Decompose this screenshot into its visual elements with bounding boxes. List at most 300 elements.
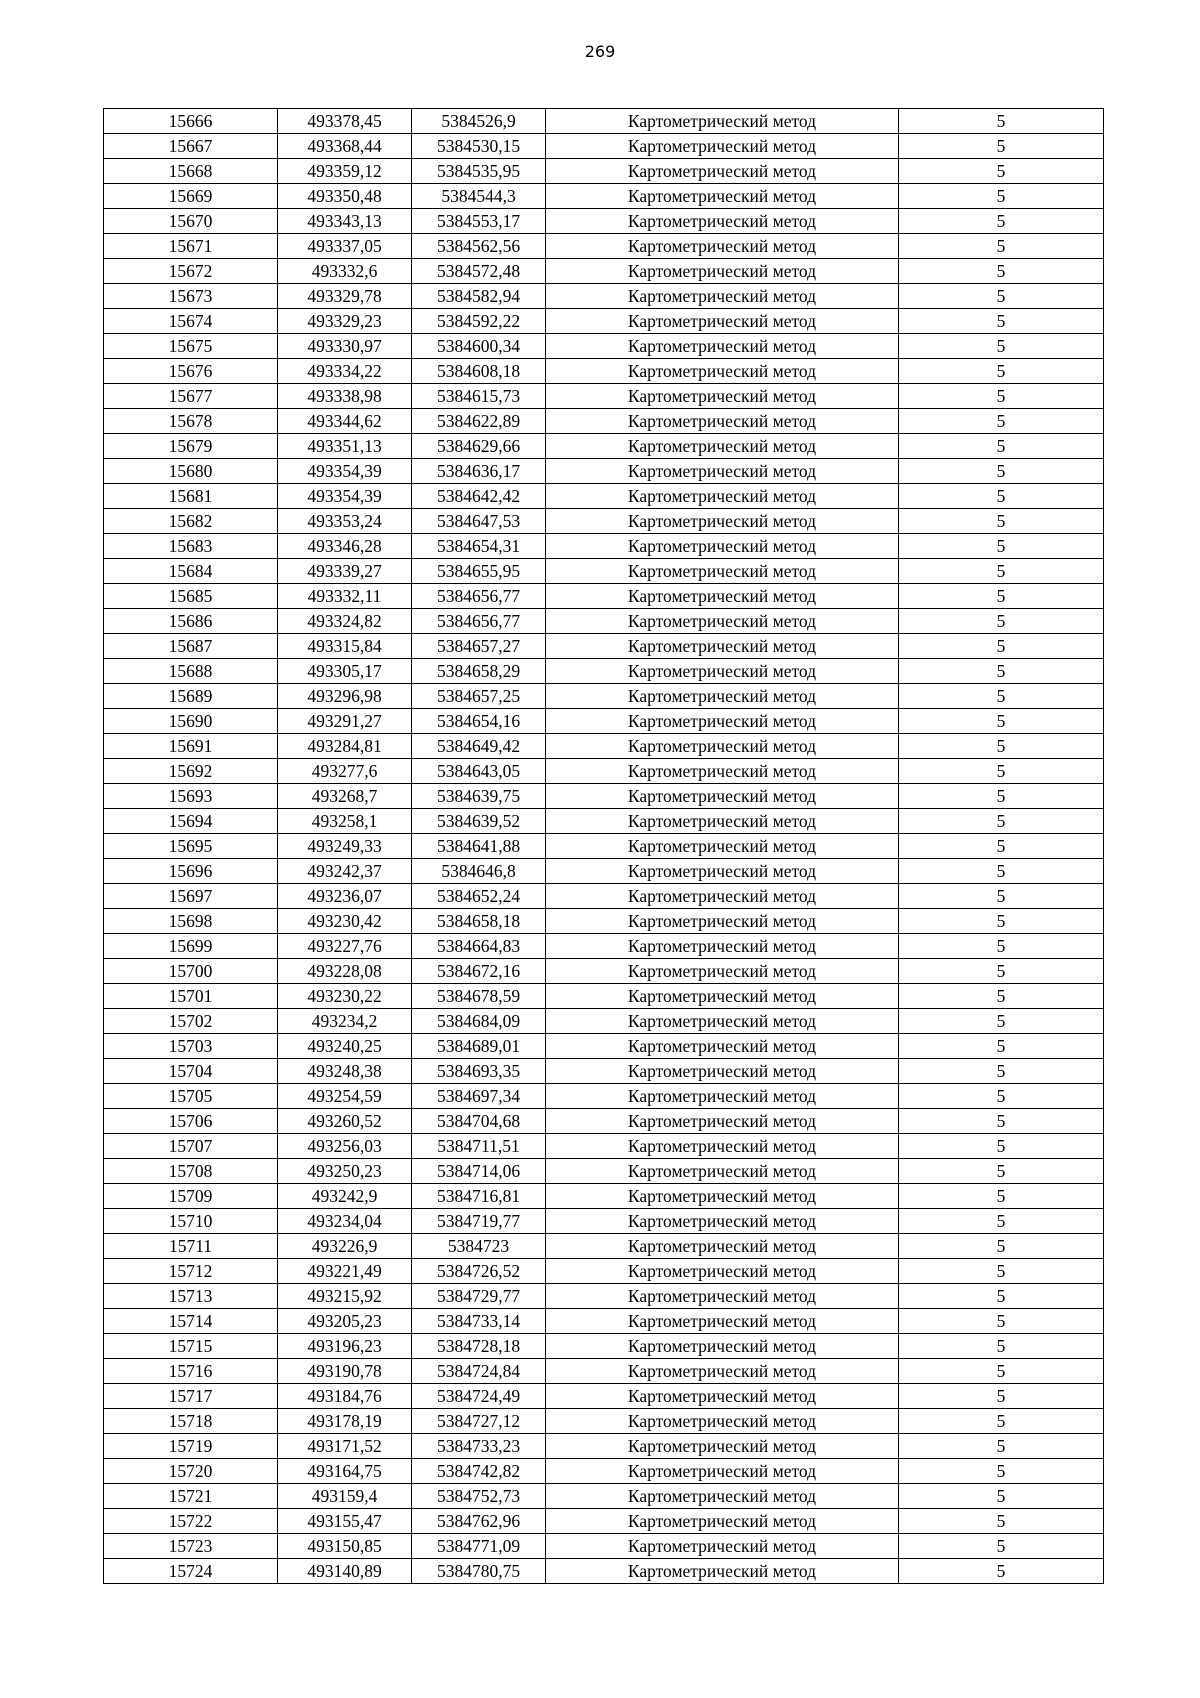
accuracy-cell: 5 bbox=[899, 309, 1104, 334]
point-number-cell: 15668 bbox=[104, 159, 278, 184]
x-coordinate-cell: 493250,23 bbox=[278, 1159, 412, 1184]
method-cell: Картометрический метод bbox=[546, 909, 899, 934]
point-number-cell: 15720 bbox=[104, 1459, 278, 1484]
page-number: 269 bbox=[584, 42, 616, 61]
accuracy-cell: 5 bbox=[899, 1284, 1104, 1309]
method-cell: Картометрический метод bbox=[546, 984, 899, 1009]
x-coordinate-cell: 493329,78 bbox=[278, 284, 412, 309]
table-row bbox=[104, 609, 1104, 634]
x-coordinate-cell: 493150,85 bbox=[278, 1534, 412, 1559]
accuracy-cell: 5 bbox=[899, 1359, 1104, 1384]
x-coordinate-cell: 493205,23 bbox=[278, 1309, 412, 1334]
table-row bbox=[104, 184, 1104, 209]
table-row bbox=[104, 1559, 1104, 1584]
y-coordinate-cell: 5384622,89 bbox=[412, 409, 546, 434]
x-coordinate-cell: 493256,03 bbox=[278, 1134, 412, 1159]
accuracy-cell: 5 bbox=[899, 609, 1104, 634]
x-coordinate-cell: 493227,76 bbox=[278, 934, 412, 959]
method-cell: Картометрический метод bbox=[546, 384, 899, 409]
table-row bbox=[104, 1359, 1104, 1384]
table-row bbox=[104, 284, 1104, 309]
method-cell: Картометрический метод bbox=[546, 934, 899, 959]
y-coordinate-cell: 5384636,17 bbox=[412, 459, 546, 484]
y-coordinate-cell: 5384639,75 bbox=[412, 784, 546, 809]
x-coordinate-cell: 493346,28 bbox=[278, 534, 412, 559]
y-coordinate-cell: 5384615,73 bbox=[412, 384, 546, 409]
point-number-cell: 15698 bbox=[104, 909, 278, 934]
y-coordinate-cell: 5384642,42 bbox=[412, 484, 546, 509]
y-coordinate-cell: 5384704,68 bbox=[412, 1109, 546, 1134]
method-cell: Картометрический метод bbox=[546, 209, 899, 234]
table-row bbox=[104, 759, 1104, 784]
accuracy-cell: 5 bbox=[899, 484, 1104, 509]
table-row bbox=[104, 1134, 1104, 1159]
x-coordinate-cell: 493329,23 bbox=[278, 309, 412, 334]
accuracy-cell: 5 bbox=[899, 109, 1104, 134]
table-row bbox=[104, 1234, 1104, 1259]
x-coordinate-cell: 493258,1 bbox=[278, 809, 412, 834]
method-cell: Картометрический метод bbox=[546, 1184, 899, 1209]
table-row bbox=[104, 234, 1104, 259]
method-cell: Картометрический метод bbox=[546, 1259, 899, 1284]
y-coordinate-cell: 5384658,18 bbox=[412, 909, 546, 934]
y-coordinate-cell: 5384592,22 bbox=[412, 309, 546, 334]
y-coordinate-cell: 5384656,77 bbox=[412, 609, 546, 634]
y-coordinate-cell: 5384553,17 bbox=[412, 209, 546, 234]
x-coordinate-cell: 493190,78 bbox=[278, 1359, 412, 1384]
accuracy-cell: 5 bbox=[899, 134, 1104, 159]
point-number-cell: 15683 bbox=[104, 534, 278, 559]
x-coordinate-cell: 493242,37 bbox=[278, 859, 412, 884]
table-row bbox=[104, 1109, 1104, 1134]
method-cell: Картометрический метод bbox=[546, 1559, 899, 1584]
accuracy-cell: 5 bbox=[899, 1484, 1104, 1509]
x-coordinate-cell: 493164,75 bbox=[278, 1459, 412, 1484]
method-cell: Картометрический метод bbox=[546, 784, 899, 809]
table-row bbox=[104, 809, 1104, 834]
x-coordinate-cell: 493230,42 bbox=[278, 909, 412, 934]
point-number-cell: 15712 bbox=[104, 1259, 278, 1284]
table-row bbox=[104, 1384, 1104, 1409]
method-cell: Картометрический метод bbox=[546, 1084, 899, 1109]
table-row bbox=[104, 459, 1104, 484]
point-number-cell: 15677 bbox=[104, 384, 278, 409]
point-number-cell: 15707 bbox=[104, 1134, 278, 1159]
x-coordinate-cell: 493234,04 bbox=[278, 1209, 412, 1234]
table-row bbox=[104, 1084, 1104, 1109]
point-number-cell: 15681 bbox=[104, 484, 278, 509]
table-row bbox=[104, 1159, 1104, 1184]
method-cell: Картометрический метод bbox=[546, 109, 899, 134]
accuracy-cell: 5 bbox=[899, 1134, 1104, 1159]
y-coordinate-cell: 5384600,34 bbox=[412, 334, 546, 359]
accuracy-cell: 5 bbox=[899, 359, 1104, 384]
accuracy-cell: 5 bbox=[899, 1309, 1104, 1334]
table-row bbox=[104, 334, 1104, 359]
method-cell: Картометрический метод bbox=[546, 284, 899, 309]
accuracy-cell: 5 bbox=[899, 1109, 1104, 1134]
accuracy-cell: 5 bbox=[899, 934, 1104, 959]
y-coordinate-cell: 5384643,05 bbox=[412, 759, 546, 784]
y-coordinate-cell: 5384672,16 bbox=[412, 959, 546, 984]
table-row bbox=[104, 1309, 1104, 1334]
x-coordinate-cell: 493330,97 bbox=[278, 334, 412, 359]
y-coordinate-cell: 5384762,96 bbox=[412, 1509, 546, 1534]
method-cell: Картометрический метод bbox=[546, 1359, 899, 1384]
accuracy-cell: 5 bbox=[899, 259, 1104, 284]
method-cell: Картометрический метод bbox=[546, 1159, 899, 1184]
y-coordinate-cell: 5384647,53 bbox=[412, 509, 546, 534]
accuracy-cell: 5 bbox=[899, 1034, 1104, 1059]
y-coordinate-cell: 5384733,14 bbox=[412, 1309, 546, 1334]
accuracy-cell: 5 bbox=[899, 209, 1104, 234]
method-cell: Картометрический метод bbox=[546, 159, 899, 184]
y-coordinate-cell: 5384646,8 bbox=[412, 859, 546, 884]
accuracy-cell: 5 bbox=[899, 709, 1104, 734]
table-row bbox=[104, 509, 1104, 534]
x-coordinate-cell: 493228,08 bbox=[278, 959, 412, 984]
x-coordinate-cell: 493196,23 bbox=[278, 1334, 412, 1359]
method-cell: Картометрический метод bbox=[546, 609, 899, 634]
table-row bbox=[104, 134, 1104, 159]
x-coordinate-cell: 493354,39 bbox=[278, 484, 412, 509]
point-number-cell: 15703 bbox=[104, 1034, 278, 1059]
point-number-cell: 15721 bbox=[104, 1484, 278, 1509]
x-coordinate-cell: 493159,4 bbox=[278, 1484, 412, 1509]
y-coordinate-cell: 5384656,77 bbox=[412, 584, 546, 609]
x-coordinate-cell: 493332,6 bbox=[278, 259, 412, 284]
accuracy-cell: 5 bbox=[899, 1084, 1104, 1109]
method-cell: Картометрический метод bbox=[546, 1509, 899, 1534]
table-row bbox=[104, 934, 1104, 959]
table-row bbox=[104, 909, 1104, 934]
y-coordinate-cell: 5384711,51 bbox=[412, 1134, 546, 1159]
accuracy-cell: 5 bbox=[899, 1334, 1104, 1359]
point-number-cell: 15706 bbox=[104, 1109, 278, 1134]
table-row bbox=[104, 534, 1104, 559]
x-coordinate-cell: 493344,62 bbox=[278, 409, 412, 434]
point-number-cell: 15684 bbox=[104, 559, 278, 584]
accuracy-cell: 5 bbox=[899, 759, 1104, 784]
method-cell: Картометрический метод bbox=[546, 659, 899, 684]
point-number-cell: 15710 bbox=[104, 1209, 278, 1234]
point-number-cell: 15693 bbox=[104, 784, 278, 809]
point-number-cell: 15696 bbox=[104, 859, 278, 884]
x-coordinate-cell: 493324,82 bbox=[278, 609, 412, 634]
x-coordinate-cell: 493337,05 bbox=[278, 234, 412, 259]
method-cell: Картометрический метод bbox=[546, 1009, 899, 1034]
point-number-cell: 15715 bbox=[104, 1334, 278, 1359]
method-cell: Картометрический метод bbox=[546, 859, 899, 884]
accuracy-cell: 5 bbox=[899, 1059, 1104, 1084]
table-row bbox=[104, 684, 1104, 709]
point-number-cell: 15666 bbox=[104, 109, 278, 134]
accuracy-cell: 5 bbox=[899, 1384, 1104, 1409]
point-number-cell: 15686 bbox=[104, 609, 278, 634]
table-row bbox=[104, 584, 1104, 609]
table-row bbox=[104, 109, 1104, 134]
y-coordinate-cell: 5384724,84 bbox=[412, 1359, 546, 1384]
table-row bbox=[104, 1434, 1104, 1459]
method-cell: Картометрический метод bbox=[546, 309, 899, 334]
method-cell: Картометрический метод bbox=[546, 1334, 899, 1359]
method-cell: Картометрический метод bbox=[546, 434, 899, 459]
accuracy-cell: 5 bbox=[899, 684, 1104, 709]
accuracy-cell: 5 bbox=[899, 1234, 1104, 1259]
x-coordinate-cell: 493315,84 bbox=[278, 634, 412, 659]
method-cell: Картометрический метод bbox=[546, 1484, 899, 1509]
point-number-cell: 15697 bbox=[104, 884, 278, 909]
accuracy-cell: 5 bbox=[899, 334, 1104, 359]
x-coordinate-cell: 493332,11 bbox=[278, 584, 412, 609]
accuracy-cell: 5 bbox=[899, 1209, 1104, 1234]
x-coordinate-cell: 493368,44 bbox=[278, 134, 412, 159]
point-number-cell: 15699 bbox=[104, 934, 278, 959]
method-cell: Картометрический метод bbox=[546, 734, 899, 759]
x-coordinate-cell: 493140,89 bbox=[278, 1559, 412, 1584]
y-coordinate-cell: 5384714,06 bbox=[412, 1159, 546, 1184]
point-number-cell: 15700 bbox=[104, 959, 278, 984]
accuracy-cell: 5 bbox=[899, 1159, 1104, 1184]
accuracy-cell: 5 bbox=[899, 234, 1104, 259]
x-coordinate-cell: 493291,27 bbox=[278, 709, 412, 734]
table-row bbox=[104, 384, 1104, 409]
x-coordinate-cell: 493350,48 bbox=[278, 184, 412, 209]
point-number-cell: 15674 bbox=[104, 309, 278, 334]
y-coordinate-cell: 5384530,15 bbox=[412, 134, 546, 159]
accuracy-cell: 5 bbox=[899, 909, 1104, 934]
accuracy-cell: 5 bbox=[899, 584, 1104, 609]
table-row bbox=[104, 859, 1104, 884]
table-row bbox=[104, 1459, 1104, 1484]
coordinates-table bbox=[103, 108, 1104, 1584]
y-coordinate-cell: 5384727,12 bbox=[412, 1409, 546, 1434]
accuracy-cell: 5 bbox=[899, 384, 1104, 409]
accuracy-cell: 5 bbox=[899, 784, 1104, 809]
method-cell: Картометрический метод bbox=[546, 459, 899, 484]
point-number-cell: 15717 bbox=[104, 1384, 278, 1409]
y-coordinate-cell: 5384728,18 bbox=[412, 1334, 546, 1359]
point-number-cell: 15675 bbox=[104, 334, 278, 359]
y-coordinate-cell: 5384526,9 bbox=[412, 109, 546, 134]
method-cell: Картометрический метод bbox=[546, 259, 899, 284]
method-cell: Картометрический метод bbox=[546, 534, 899, 559]
point-number-cell: 15705 bbox=[104, 1084, 278, 1109]
table-row bbox=[104, 784, 1104, 809]
method-cell: Картометрический метод bbox=[546, 759, 899, 784]
table-row bbox=[104, 634, 1104, 659]
x-coordinate-cell: 493305,17 bbox=[278, 659, 412, 684]
method-cell: Картометрический метод bbox=[546, 234, 899, 259]
point-number-cell: 15714 bbox=[104, 1309, 278, 1334]
y-coordinate-cell: 5384684,09 bbox=[412, 1009, 546, 1034]
point-number-cell: 15673 bbox=[104, 284, 278, 309]
accuracy-cell: 5 bbox=[899, 984, 1104, 1009]
x-coordinate-cell: 493234,2 bbox=[278, 1009, 412, 1034]
y-coordinate-cell: 5384771,09 bbox=[412, 1534, 546, 1559]
x-coordinate-cell: 493339,27 bbox=[278, 559, 412, 584]
method-cell: Картометрический метод bbox=[546, 1284, 899, 1309]
y-coordinate-cell: 5384655,95 bbox=[412, 559, 546, 584]
method-cell: Картометрический метод bbox=[546, 1384, 899, 1409]
y-coordinate-cell: 5384716,81 bbox=[412, 1184, 546, 1209]
x-coordinate-cell: 493334,22 bbox=[278, 359, 412, 384]
y-coordinate-cell: 5384752,73 bbox=[412, 1484, 546, 1509]
y-coordinate-cell: 5384724,49 bbox=[412, 1384, 546, 1409]
x-coordinate-cell: 493359,12 bbox=[278, 159, 412, 184]
table-row bbox=[104, 1409, 1104, 1434]
y-coordinate-cell: 5384657,25 bbox=[412, 684, 546, 709]
table-row bbox=[104, 1009, 1104, 1034]
y-coordinate-cell: 5384664,83 bbox=[412, 934, 546, 959]
point-number-cell: 15678 bbox=[104, 409, 278, 434]
point-number-cell: 15687 bbox=[104, 634, 278, 659]
table-row bbox=[104, 209, 1104, 234]
table-row bbox=[104, 959, 1104, 984]
point-number-cell: 15695 bbox=[104, 834, 278, 859]
x-coordinate-cell: 493178,19 bbox=[278, 1409, 412, 1434]
accuracy-cell: 5 bbox=[899, 1509, 1104, 1534]
accuracy-cell: 5 bbox=[899, 534, 1104, 559]
accuracy-cell: 5 bbox=[899, 734, 1104, 759]
point-number-cell: 15701 bbox=[104, 984, 278, 1009]
y-coordinate-cell: 5384649,42 bbox=[412, 734, 546, 759]
accuracy-cell: 5 bbox=[899, 409, 1104, 434]
y-coordinate-cell: 5384639,52 bbox=[412, 809, 546, 834]
accuracy-cell: 5 bbox=[899, 1409, 1104, 1434]
x-coordinate-cell: 493268,7 bbox=[278, 784, 412, 809]
method-cell: Картометрический метод bbox=[546, 1109, 899, 1134]
method-cell: Картометрический метод bbox=[546, 409, 899, 434]
table-row bbox=[104, 434, 1104, 459]
point-number-cell: 15723 bbox=[104, 1534, 278, 1559]
y-coordinate-cell: 5384689,01 bbox=[412, 1034, 546, 1059]
accuracy-cell: 5 bbox=[899, 959, 1104, 984]
point-number-cell: 15680 bbox=[104, 459, 278, 484]
y-coordinate-cell: 5384572,48 bbox=[412, 259, 546, 284]
table-row bbox=[104, 159, 1104, 184]
method-cell: Картометрический метод bbox=[546, 134, 899, 159]
accuracy-cell: 5 bbox=[899, 184, 1104, 209]
method-cell: Картометрический метод bbox=[546, 1059, 899, 1084]
y-coordinate-cell: 5384697,34 bbox=[412, 1084, 546, 1109]
method-cell: Картометрический метод bbox=[546, 1209, 899, 1234]
table-row bbox=[104, 834, 1104, 859]
x-coordinate-cell: 493354,39 bbox=[278, 459, 412, 484]
table-row bbox=[104, 409, 1104, 434]
table-row bbox=[104, 884, 1104, 909]
method-cell: Картометрический метод bbox=[546, 509, 899, 534]
point-number-cell: 15716 bbox=[104, 1359, 278, 1384]
table-row bbox=[104, 1184, 1104, 1209]
method-cell: Картометрический метод bbox=[546, 884, 899, 909]
point-number-cell: 15724 bbox=[104, 1559, 278, 1584]
accuracy-cell: 5 bbox=[899, 659, 1104, 684]
point-number-cell: 15671 bbox=[104, 234, 278, 259]
table-body bbox=[104, 109, 1104, 1584]
y-coordinate-cell: 5384678,59 bbox=[412, 984, 546, 1009]
point-number-cell: 15711 bbox=[104, 1234, 278, 1259]
method-cell: Картометрический метод bbox=[546, 584, 899, 609]
y-coordinate-cell: 5384641,88 bbox=[412, 834, 546, 859]
point-number-cell: 15669 bbox=[104, 184, 278, 209]
y-coordinate-cell: 5384733,23 bbox=[412, 1434, 546, 1459]
x-coordinate-cell: 493351,13 bbox=[278, 434, 412, 459]
method-cell: Картометрический метод bbox=[546, 1034, 899, 1059]
method-cell: Картометрический метод bbox=[546, 1534, 899, 1559]
table-row bbox=[104, 1259, 1104, 1284]
point-number-cell: 15719 bbox=[104, 1434, 278, 1459]
x-coordinate-cell: 493171,52 bbox=[278, 1434, 412, 1459]
point-number-cell: 15670 bbox=[104, 209, 278, 234]
table-row bbox=[104, 1284, 1104, 1309]
x-coordinate-cell: 493378,45 bbox=[278, 109, 412, 134]
method-cell: Картометрический метод bbox=[546, 834, 899, 859]
x-coordinate-cell: 493284,81 bbox=[278, 734, 412, 759]
accuracy-cell: 5 bbox=[899, 1559, 1104, 1584]
accuracy-cell: 5 bbox=[899, 1534, 1104, 1559]
point-number-cell: 15672 bbox=[104, 259, 278, 284]
table-row bbox=[104, 1534, 1104, 1559]
point-number-cell: 15690 bbox=[104, 709, 278, 734]
x-coordinate-cell: 493230,22 bbox=[278, 984, 412, 1009]
accuracy-cell: 5 bbox=[899, 1434, 1104, 1459]
y-coordinate-cell: 5384562,56 bbox=[412, 234, 546, 259]
accuracy-cell: 5 bbox=[899, 459, 1104, 484]
point-number-cell: 15702 bbox=[104, 1009, 278, 1034]
x-coordinate-cell: 493343,13 bbox=[278, 209, 412, 234]
method-cell: Картометрический метод bbox=[546, 634, 899, 659]
x-coordinate-cell: 493296,98 bbox=[278, 684, 412, 709]
x-coordinate-cell: 493254,59 bbox=[278, 1084, 412, 1109]
y-coordinate-cell: 5384657,27 bbox=[412, 634, 546, 659]
method-cell: Картометрический метод bbox=[546, 709, 899, 734]
x-coordinate-cell: 493215,92 bbox=[278, 1284, 412, 1309]
method-cell: Картометрический метод bbox=[546, 334, 899, 359]
table-row bbox=[104, 734, 1104, 759]
point-number-cell: 15689 bbox=[104, 684, 278, 709]
x-coordinate-cell: 493248,38 bbox=[278, 1059, 412, 1084]
method-cell: Картометрический метод bbox=[546, 1409, 899, 1434]
accuracy-cell: 5 bbox=[899, 1259, 1104, 1284]
method-cell: Картометрический метод bbox=[546, 1459, 899, 1484]
accuracy-cell: 5 bbox=[899, 1184, 1104, 1209]
table-row bbox=[104, 259, 1104, 284]
point-number-cell: 15688 bbox=[104, 659, 278, 684]
y-coordinate-cell: 5384654,16 bbox=[412, 709, 546, 734]
table-row bbox=[104, 984, 1104, 1009]
table-row bbox=[104, 559, 1104, 584]
y-coordinate-cell: 5384726,52 bbox=[412, 1259, 546, 1284]
x-coordinate-cell: 493226,9 bbox=[278, 1234, 412, 1259]
method-cell: Картометрический метод bbox=[546, 1234, 899, 1259]
point-number-cell: 15682 bbox=[104, 509, 278, 534]
x-coordinate-cell: 493240,25 bbox=[278, 1034, 412, 1059]
y-coordinate-cell: 5384723 bbox=[412, 1234, 546, 1259]
point-number-cell: 15685 bbox=[104, 584, 278, 609]
method-cell: Картометрический метод bbox=[546, 184, 899, 209]
method-cell: Картометрический метод bbox=[546, 1134, 899, 1159]
point-number-cell: 15713 bbox=[104, 1284, 278, 1309]
point-number-cell: 15679 bbox=[104, 434, 278, 459]
y-coordinate-cell: 5384742,82 bbox=[412, 1459, 546, 1484]
method-cell: Картометрический метод bbox=[546, 684, 899, 709]
table-row bbox=[104, 709, 1104, 734]
accuracy-cell: 5 bbox=[899, 884, 1104, 909]
y-coordinate-cell: 5384654,31 bbox=[412, 534, 546, 559]
accuracy-cell: 5 bbox=[899, 434, 1104, 459]
y-coordinate-cell: 5384629,66 bbox=[412, 434, 546, 459]
